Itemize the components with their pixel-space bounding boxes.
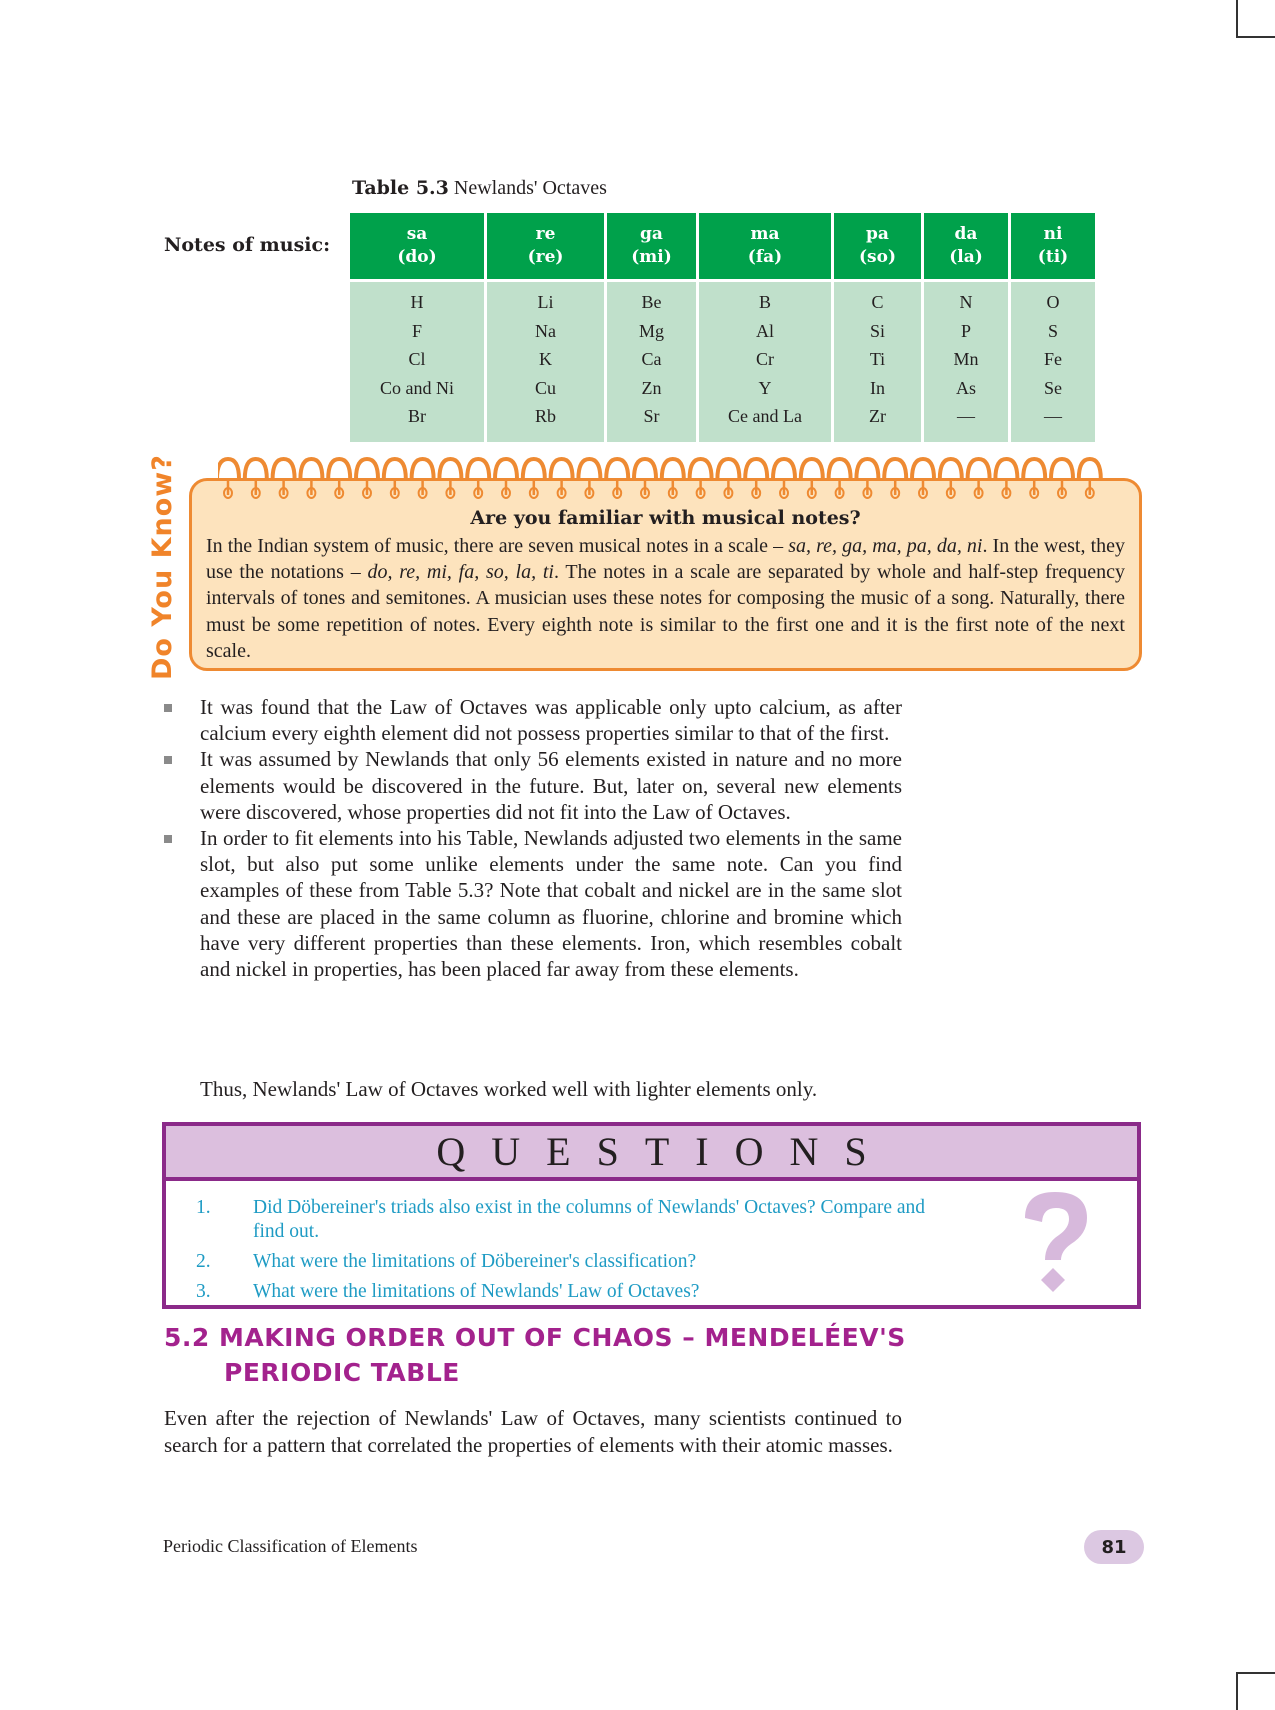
spiral-ring xyxy=(467,459,489,479)
column-elements xyxy=(924,282,1008,442)
indian-note: ni xyxy=(1043,224,1063,244)
page-number: 81 xyxy=(1084,1530,1144,1564)
spiral-ring xyxy=(856,459,878,479)
spiral-ring xyxy=(717,459,739,479)
notes-of-music-label: Notes of music: xyxy=(164,234,331,256)
crop-mark-top xyxy=(1236,0,1275,38)
spiral-ring xyxy=(1079,459,1101,479)
spiral-ring xyxy=(523,459,545,479)
questions-box xyxy=(162,1122,1141,1309)
do-you-know-box xyxy=(189,478,1142,671)
western-note: (so) xyxy=(859,247,896,267)
table-column xyxy=(834,213,921,442)
element-cell: Se xyxy=(1044,377,1062,398)
element-cell: Li xyxy=(537,292,554,312)
element-cell: K xyxy=(539,349,552,369)
limitation-item xyxy=(162,694,902,746)
spiral-ring xyxy=(662,459,684,479)
do-you-know-text xyxy=(206,533,1125,664)
element-cell: Ti xyxy=(869,349,886,369)
spiral-ring xyxy=(829,459,851,479)
question-text: What were the limitations of Döbereiner's classification? xyxy=(253,1251,697,1272)
section-title-line1: 5.2 MAKING ORDER OUT OF CHAOS – MENDELÉEV'S xyxy=(164,1323,906,1352)
table-caption xyxy=(352,177,607,200)
spiral-ring xyxy=(968,459,990,479)
spiral-ring xyxy=(690,459,712,479)
question-text: What were the limitations of Newlands' Law of Octaves? xyxy=(253,1281,700,1302)
western-note: (ti) xyxy=(1037,247,1069,267)
element-cell: In xyxy=(870,377,885,398)
column-header xyxy=(607,213,696,279)
section-title xyxy=(164,1320,906,1390)
limitation-text: In order to fit elements into his Table, Newlands adjusted two elements in the same slot, but also put some unlike elements under the same note. Can you find examples of these from Table 5.3? Note that cobalt and nickel are in the same slot and these are placed in the same column as fluorine, chlorine and bromine which have very different properties than these elements. Iron, which resembles cobalt and nickel in properties, has been placed far away from these elements. xyxy=(200,826,902,982)
section-paragraph: Even after the rejection of Newlands' Law of Octaves, many scientists continued to search for a pattern that correlated the properties of elements with their atomic masses. xyxy=(164,1406,902,1457)
indian-notes: sa, re, ga, ma, pa, da, ni xyxy=(788,535,983,557)
element-cell: C xyxy=(871,292,884,312)
element-cell: Ce and La xyxy=(728,406,802,426)
spiral-ring xyxy=(1051,459,1073,479)
spiral-ring xyxy=(634,459,656,479)
crop-mark-bottom xyxy=(1236,1672,1275,1710)
spiral-ring xyxy=(218,459,239,479)
footer-chapter-title: Periodic Classification of Elements xyxy=(163,1536,418,1556)
element-cell: Be xyxy=(641,292,662,312)
element-cell: Na xyxy=(535,320,556,341)
table-caption-label: Table 5.3 xyxy=(352,177,449,199)
indian-note: ga xyxy=(640,224,663,244)
spiral-ring xyxy=(773,459,795,479)
element-cell: F xyxy=(411,320,422,341)
column-elements xyxy=(487,282,604,442)
notebook-spiral-icon xyxy=(218,455,1108,501)
table-column xyxy=(699,213,831,442)
element-cell: Y xyxy=(758,377,772,398)
spiral-ring xyxy=(578,459,600,479)
table-column xyxy=(350,213,484,442)
element-cell: Zn xyxy=(641,377,662,398)
indian-note: sa xyxy=(406,224,428,244)
element-cell: O xyxy=(1046,292,1060,312)
dyk-text-part: In the Indian system of music, there are seven musical notes in a scale – xyxy=(206,535,789,557)
spiral-ring xyxy=(801,459,823,479)
element-cell: Mn xyxy=(953,349,979,369)
indian-note: re xyxy=(535,224,556,244)
table-column xyxy=(924,213,1008,442)
element-cell: As xyxy=(955,377,976,398)
element-cell: Cr xyxy=(756,349,774,369)
western-note: (do) xyxy=(397,247,437,267)
column-header xyxy=(350,213,484,279)
western-note: (mi) xyxy=(631,247,672,267)
do-you-know-side-label: Do You Know? xyxy=(147,454,178,680)
column-elements xyxy=(350,282,484,442)
element-cell: Mg xyxy=(638,320,664,341)
column-header xyxy=(924,213,1008,279)
column-elements xyxy=(1011,282,1095,442)
western-note: (la) xyxy=(949,247,983,267)
column-elements xyxy=(699,282,831,442)
column-header xyxy=(834,213,921,279)
element-cell: B xyxy=(758,292,771,312)
spiral-ring xyxy=(412,459,434,479)
element-cell: Ca xyxy=(641,349,662,369)
element-cell: Fe xyxy=(1044,349,1062,369)
element-cell: — xyxy=(1044,406,1062,426)
element-cell: Cu xyxy=(534,377,556,398)
column-header xyxy=(487,213,604,279)
element-cell: — xyxy=(957,406,975,426)
western-note: (fa) xyxy=(747,247,783,267)
bullet-icon xyxy=(164,756,172,764)
spiral-ring xyxy=(606,459,628,479)
dyk-text-part: . In the west, they use the notations – xyxy=(206,535,1126,584)
spiral-ring xyxy=(300,459,322,479)
spiral-ring xyxy=(551,459,573,479)
table-caption-title: Newlands' Octaves xyxy=(448,177,607,199)
question-item xyxy=(196,1196,956,1244)
spiral-ring xyxy=(912,459,934,479)
column-elements xyxy=(834,282,921,442)
spiral-ring xyxy=(940,459,962,479)
element-cell: Zr xyxy=(869,406,886,426)
column-header xyxy=(699,213,831,279)
indian-note: ma xyxy=(750,224,780,244)
limitation-text: It was assumed by Newlands that only 56 elements existed in nature and no more elements would be discovered in the future. But, later on, several new elements were discovered, whose properties did not fit into the Law of Octaves. xyxy=(200,747,902,824)
element-cell: P xyxy=(960,320,971,341)
question-number: 3. xyxy=(196,1281,211,1302)
question-item xyxy=(196,1280,956,1304)
element-cell: Al xyxy=(756,320,774,341)
question-number: 1. xyxy=(196,1197,211,1218)
element-cell: H xyxy=(410,292,424,312)
element-cell: Sr xyxy=(643,406,660,426)
spiral-ring xyxy=(995,459,1017,479)
spiral-ring xyxy=(273,459,295,479)
section-title-line2: PERIODIC TABLE xyxy=(224,1358,460,1387)
question-item xyxy=(196,1250,956,1274)
spiral-ring xyxy=(439,459,461,479)
spiral-ring xyxy=(884,459,906,479)
spiral-ring xyxy=(384,459,406,479)
spiral-ring xyxy=(495,459,517,479)
question-number: 2. xyxy=(196,1251,211,1272)
spiral-ring xyxy=(245,459,267,479)
element-cell: S xyxy=(1047,320,1058,341)
spiral-ring xyxy=(1023,459,1045,479)
question-text: Did Döbereiner's triads also exist in the columns of Newlands' Octaves? Compare and find out. xyxy=(253,1197,926,1242)
spiral-ring xyxy=(745,459,767,479)
table-column xyxy=(1011,213,1095,442)
table-column xyxy=(607,213,696,442)
column-header xyxy=(1011,213,1095,279)
questions-heading: QUESTIONS xyxy=(166,1126,1137,1181)
do-you-know-title: Are you familiar with musical notes? xyxy=(470,507,861,529)
questions-list xyxy=(196,1196,956,1310)
limitation-item xyxy=(162,825,902,982)
element-cell: Si xyxy=(869,320,885,341)
limitation-item xyxy=(162,746,902,825)
element-cell: Co and Ni xyxy=(380,377,454,398)
western-notes: do, re, mi, fa, so, la, ti xyxy=(367,561,554,584)
element-cell: Rb xyxy=(534,406,556,426)
bullet-icon xyxy=(164,704,172,712)
element-cell: N xyxy=(959,292,973,312)
element-cell: Br xyxy=(408,406,426,426)
bullet-icon xyxy=(164,835,172,843)
conclusion-text: Thus, Newlands' Law of Octaves worked well with lighter elements only. xyxy=(200,1077,818,1101)
limitations-list xyxy=(162,694,902,982)
limitation-text: It was found that the Law of Octaves was applicable only upto calcium, as after calcium every eighth element did not possess properties similar to that of the first. xyxy=(200,695,902,746)
table-column xyxy=(487,213,604,442)
element-cell: Cl xyxy=(408,349,426,369)
column-elements xyxy=(607,282,696,442)
newlands-octaves-table xyxy=(350,213,1095,442)
indian-note: pa xyxy=(866,224,889,244)
question-mark-icon xyxy=(1011,1188,1101,1298)
western-note: (re) xyxy=(527,247,564,267)
indian-note: da xyxy=(954,224,978,244)
spiral-ring xyxy=(328,459,350,479)
dyk-text-part: . The notes in a scale are separated by whole and half-step frequency intervals of tones and semitones. A musician uses these notes for composing the music of a song. Naturally, there must be some repetition of notes. Every eighth note is similar to the first one and it is the first note of the next scale. xyxy=(206,561,1125,662)
spiral-ring xyxy=(356,459,378,479)
